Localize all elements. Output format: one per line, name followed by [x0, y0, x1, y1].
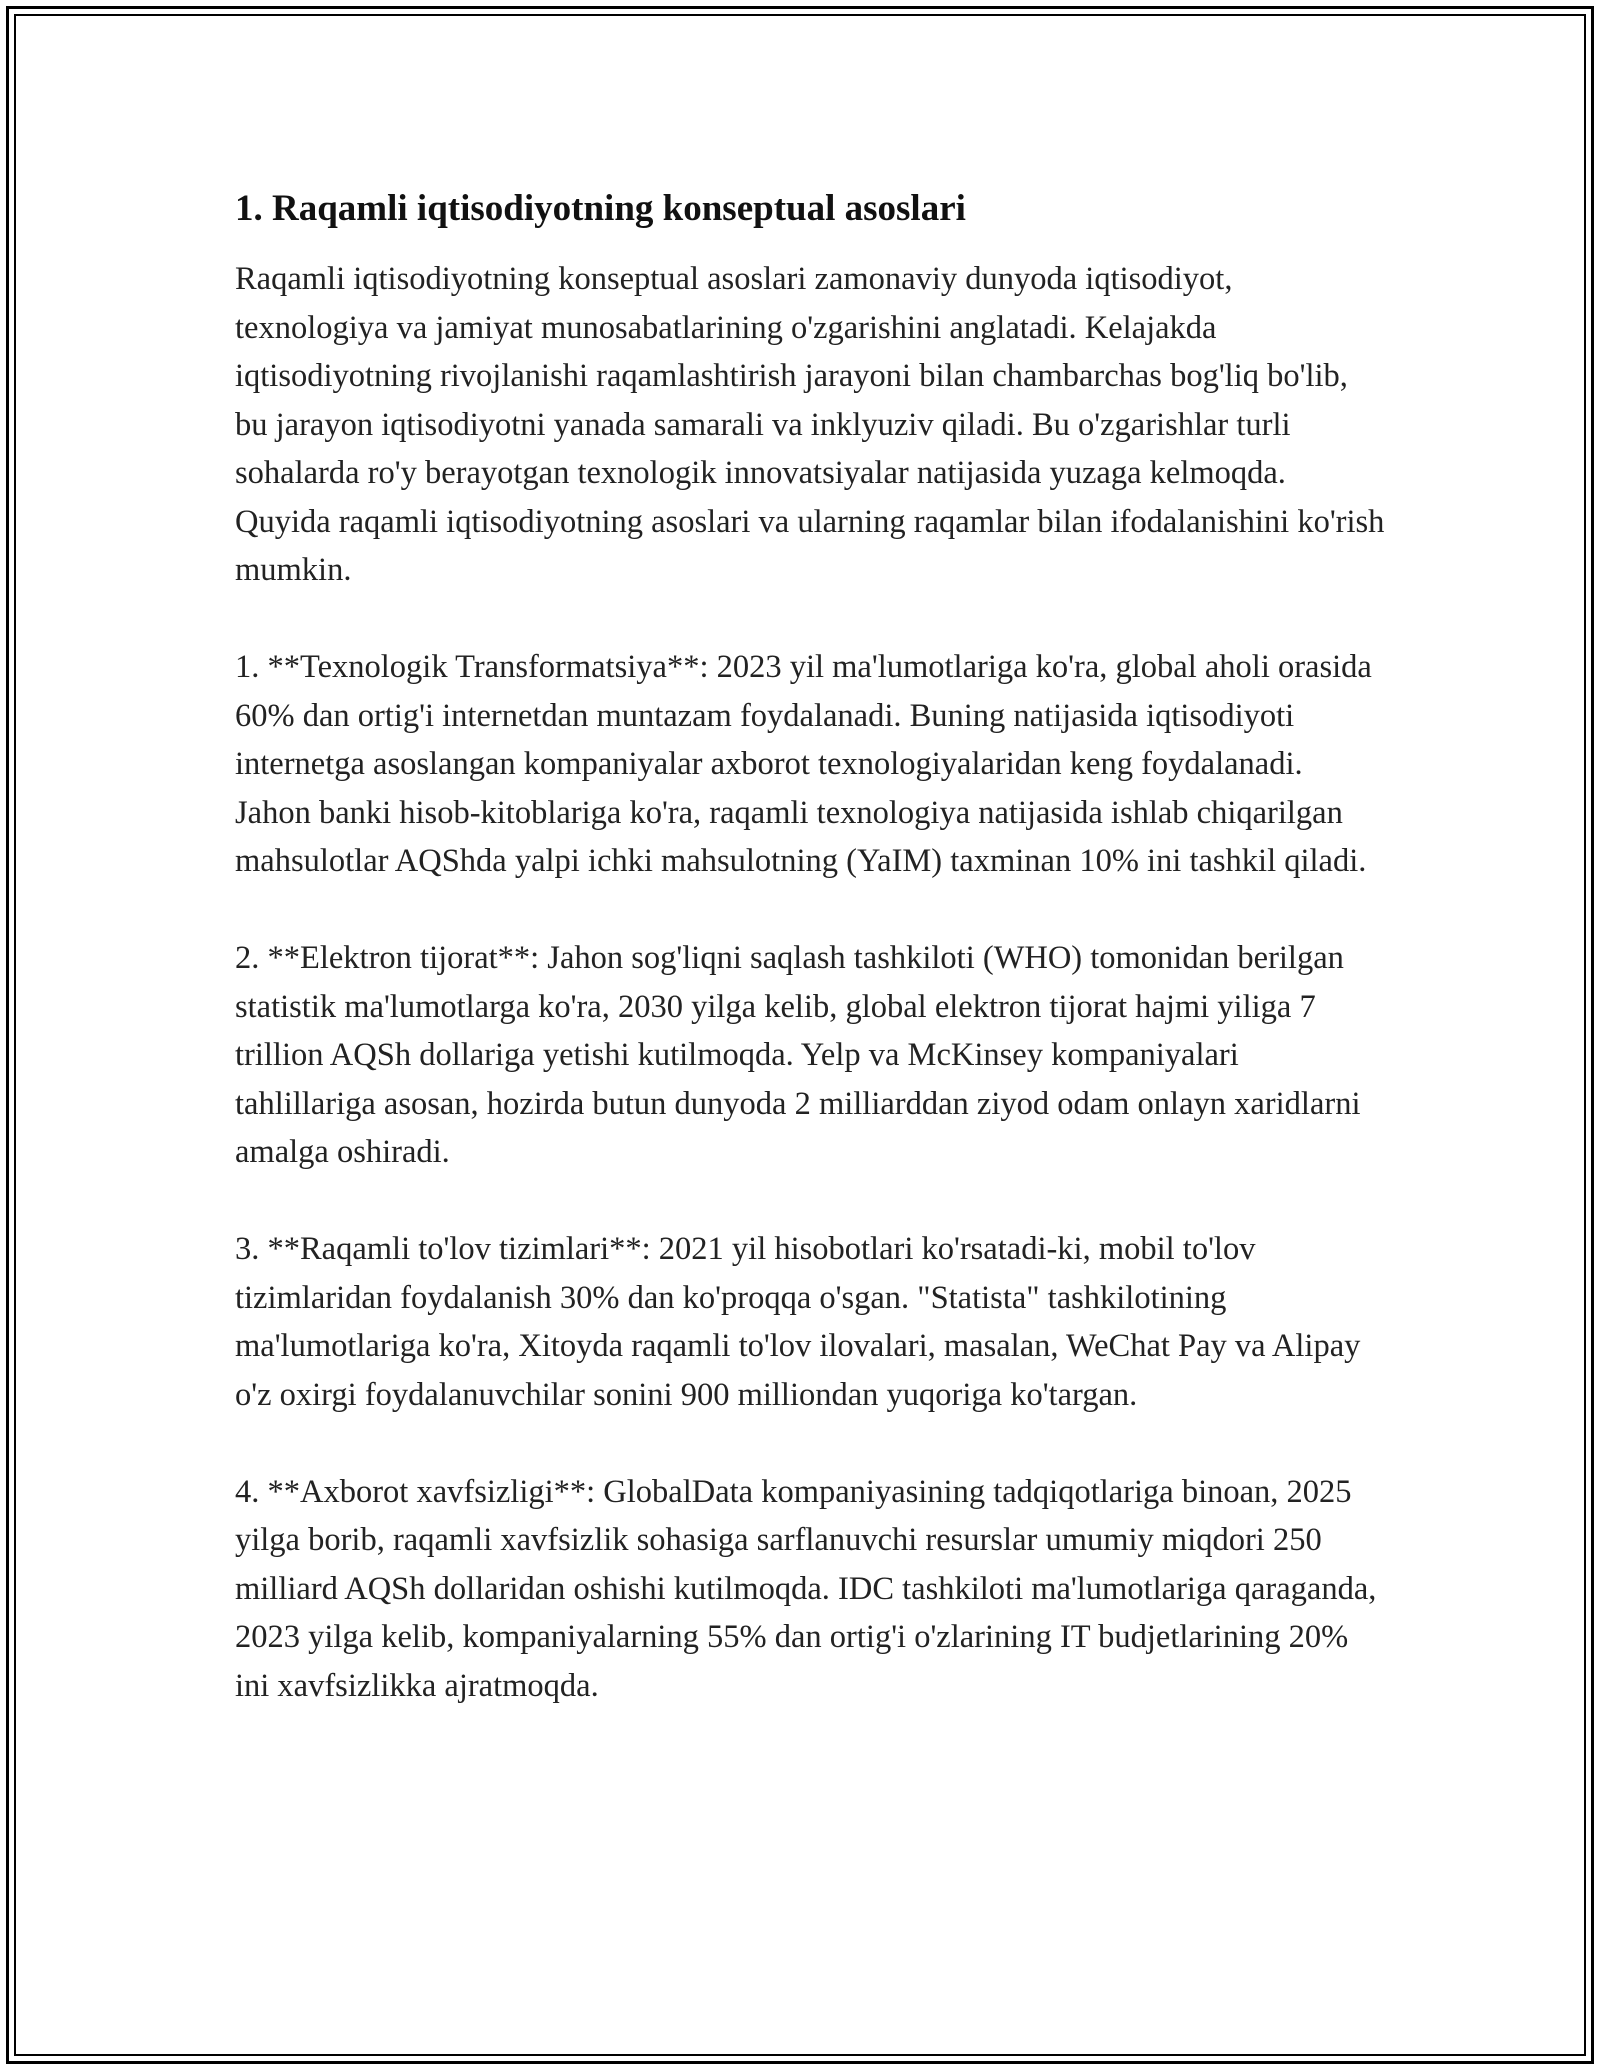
section-title: 1. Raqamli iqtisodiyotning konseptual asoslari	[235, 188, 966, 229]
intro-paragraph: Raqamli iqtisodiyotning konseptual asoslari zamonaviy dunyoda iqtisodiyot, texnologiya va jamiyat munosabatlarining o'zgarishini anglatadi. Kelajakda iqtisodiyotning rivojlanishi raqamlashtirish jarayoni bilan chambarchas bog'liq bo'lib, bu jarayon iqtisodiyotni yanada samarali va inklyuziv qiladi. Bu o'zgarishlar turli sohalarda ro'y berayotgan texnologik innovatsiyalar natijasida yuzaga kelmoqda. Quyida raqamli iqtisodiyotning asoslari va ularning raqamlar bilan ifodalanishini ko'rish mumkin.	[235, 261, 1385, 588]
list-item-digital-payments: 3. **Raqamli to'lov tizimlari**: 2021 yil hisobotlari ko'rsatadi-ki, mobil to'lov tizimlaridan foydalanish 30% dan ko'proqqa o'sgan. "Statista" tashkilotining ma'lumotlariga ko'ra, Xitoyda raqamli to'lov ilovalari, masalan, WeChat Pay va Alipay o'z oxirgi foydalanuvchilar sonini 900 milliondan yuqoriga ko'targan.	[235, 1231, 1361, 1413]
list-item-e-commerce: 2. **Elektron tijorat**: Jahon sog'liqni saqlash tashkiloti (WHO) tomonidan berilgan statistik ma'lumotlarga ko'ra, 2030 yilga kelib, global elektron tijorat hajmi yiliga 7 trillion AQSh dollariga yetishi kutilmoqda. Yelp va McKinsey kompaniyalari tahlillariga asosan, hozirda butun dunyoda 2 milliarddan ziyod odam onlayn xaridlarni amalga oshiradi.	[235, 940, 1361, 1170]
list-item-information-security: 4. **Axborot xavfsizligi**: GlobalData kompaniyasining tadqiqotlariga binoan, 2025 yilga borib, raqamli xavfsizlik sohasiga sarflanuvchi resurslar umumiy miqdori 250 milliard AQSh dollaridan oshishi kutilmoqda. IDC tashkiloti ma'lumotlariga qaraganda, 2023 yilga kelib, kompaniyalarning 55% dan ortig'i o'zlarining IT budjetlarining 20% ini xavfsizlikka ajratmoqda.	[235, 1473, 1377, 1704]
document-body	[235, 185, 1385, 1710]
list-item-technological-transformation: 1. **Texnologik Transformatsiya**: 2023 yil ma'lumotlariga ko'ra, global aholi orasida 60% dan ortig'i internetdan muntazam foydalanadi. Buning natijasida iqtisodiyoti internetga asoslangan kompaniyalar axborot texnologiyalaridan keng foydalanadi. Jahon banki hisob-kitoblariga ko'ra, raqamli texnologiya natijasida ishlab chiqarilgan mahsulotlar AQShda yalpi ichki mahsulotning (YaIM) taxminan 10% ini tashkil qiladi.	[235, 649, 1372, 879]
